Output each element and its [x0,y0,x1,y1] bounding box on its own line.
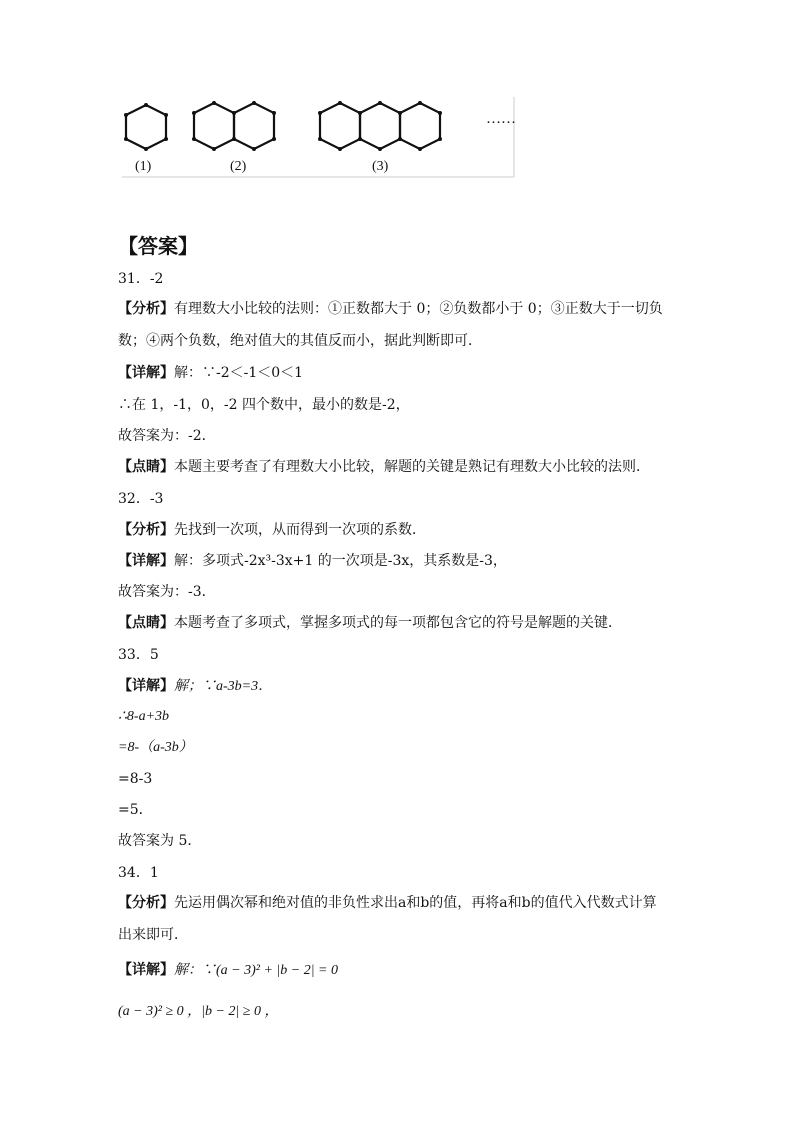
q34-detail: 【详解】解：∵(a − 3)² + |b − 2| = 0 [118,962,339,978]
ellipsis: …… [486,111,516,127]
point-tag: 【点睛】 [118,615,174,631]
answer-heading: 【答案】 [118,234,198,258]
q31-analysis-2: 数；④两个负数，绝对值大的其值反而小，据此判断即可． [118,333,482,349]
q33-step-2: =8-（a-3b） [118,740,193,755]
detail-tag: 【详解】 [118,365,174,381]
detail-tag: 【详解】 [118,553,174,569]
q33-detail: 【详解】解；∵a-3b=3． [118,678,273,694]
caption-2: (2) [230,159,247,174]
analysis-tag: 【分析】 [118,522,174,538]
hexagon-1 [126,105,166,149]
q31-line2: ∴在 1，-1，0，-2 四个数中，最小的数是-2， [118,397,410,413]
q34-number: 34．1 [118,865,159,881]
detail-tag: 【详解】 [118,678,174,694]
q32-point: 【点睛】本题考查了多项式，掌握多项式的每一项都包含它的符号是解题的关键． [118,615,622,631]
q33-final: 故答案为 5． [118,833,202,849]
hexagon-2b [234,103,274,149]
q33-step-4: =5． [118,802,153,818]
hexagon-2a [194,103,234,149]
q33-number: 33．5 [118,647,159,663]
q31-number: 31．-2 [118,271,164,287]
q34-analysis-2: 出来即可． [118,927,188,943]
q32-line2: 故答案为：-3． [118,584,216,600]
point-tag: 【点睛】 [118,459,174,475]
matchstick-figure [118,95,518,179]
caption-3: (3) [372,159,389,174]
q31-line3: 故答案为：-2． [118,428,216,444]
analysis-tag: 【分析】 [118,301,174,317]
hexagon-3a [320,103,360,149]
hexagon-3b [360,103,400,149]
q34-analysis-1: 【分析】先运用偶次幂和绝对值的非负性求出a和b的值，再将a和b的值代入代数式计算 [118,895,657,911]
hexagon-pattern-svg [118,95,518,179]
analysis-tag: 【分析】 [118,895,174,911]
q31-analysis-1: 【分析】有理数大小比较的法则：①正数都大于 0；②负数都小于 0；③正数大于一切负 [118,301,663,317]
q32-number: 32．-3 [118,491,164,507]
q33-step-1: ∴8-a+3b [118,709,170,724]
q32-detail: 【详解】解：多项式-2x³-3x+1 的一次项是-3x，其系数是-3， [118,553,507,569]
q34-line2: (a − 3)² ≥ 0 ，|b − 2| ≥ 0 ， [118,1004,279,1019]
q33-step-3: =8-3 [118,771,153,787]
caption-1: (1) [135,159,152,174]
detail-tag: 【详解】 [118,962,174,978]
q31-point: 【点睛】本题主要考查了有理数大小比较，解题的关键是熟记有理数大小比较的法则． [118,459,650,475]
q31-detail: 【详解】解：∵-2＜-1＜0＜1 [118,365,304,381]
hexagon-3c [400,103,440,149]
q32-analysis: 【分析】先找到一次项，从而得到一次项的系数． [118,522,426,538]
